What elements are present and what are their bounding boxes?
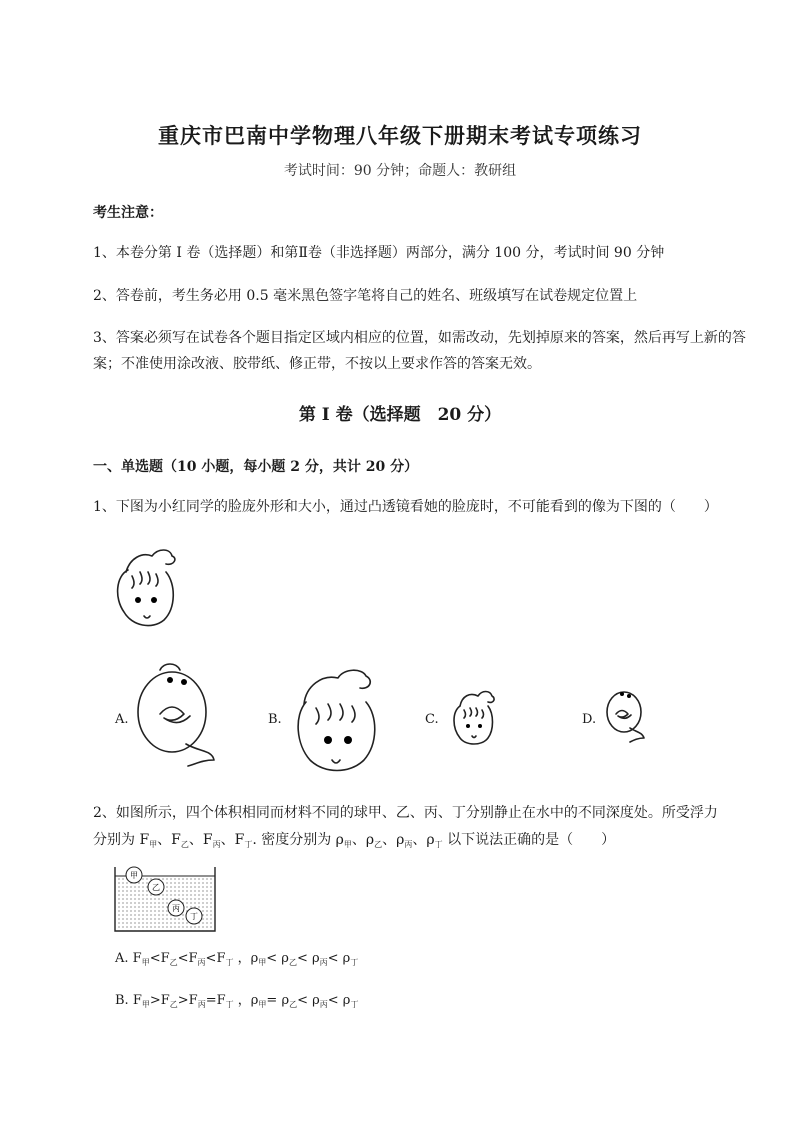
notice-item-2: 2、答卷前，考生务必用 0.5 毫米黑色签字笔将自己的姓名、班级填写在试卷规定位置上	[93, 288, 638, 304]
q1-option-d-image	[602, 686, 648, 748]
q1-option-d-label: D.	[582, 712, 597, 727]
reference-face-image	[108, 542, 188, 634]
question-type-heading: 一、单选题（10 小题，每小题 2 分，共计 20 分）	[93, 459, 419, 475]
question-1-stem: 1、下图为小红同学的脸庞外形和大小，通过凸透镜看她的脸庞时，不可能看到的像为下图的（ ）	[93, 499, 718, 515]
q1-option-c-image	[448, 688, 500, 748]
ball-jia-label: 甲	[130, 871, 138, 880]
question-2-stem-line-2: 分别为 $F_甲$、$F_乙$、$F_丙$、$F_丁$. 密度分别为 $\rho_甲$、$\rho_乙$、$\rho_丙$、$\rho_丁$ 以下说法正确的是（ ）	[93, 832, 616, 849]
q2-option-b: B. $F_甲>F_乙>F_丙=F_丁$ ，$\rho_甲= \rho_乙< \rho_丙< \rho_丁$	[115, 993, 359, 1009]
q1-option-a-label: A.	[115, 712, 129, 727]
q2-option-a: A. $F_甲<F_乙<F_丙<F_丁$ ，$\rho_甲< \rho_乙< \rho_丙< \rho_丁$	[115, 951, 359, 967]
notice-item-3: 3、答案必须写在试卷各个题目指定区域内相应的位置，如需改动，先划掉原来的答案，然后再写上新的答案；不准使用涂改液、胶带纸、修正带，不按以上要求作答的答案无效。	[93, 330, 746, 372]
exam-info: 考试时间：90 分钟；命题人：教研组	[283, 163, 517, 179]
water-tank-diagram	[114, 866, 216, 932]
q1-option-c-label: C.	[425, 712, 439, 727]
question-2-stem-line-1: 2、如图所示，四个体积相同而材料不同的球甲、乙、丙、丁分别静止在水中的不同深度处。所受浮力	[93, 805, 718, 821]
q1-option-b-image	[288, 664, 388, 776]
ball-ding-label: 丁	[190, 912, 198, 921]
section-title: 第 I 卷（选择题 20 分）	[298, 405, 502, 425]
notice-heading: 考生注意：	[93, 205, 163, 221]
ball-yi-label: 乙	[152, 883, 160, 892]
notice-item-1: 1、本卷分第 I 卷（选择题）和第Ⅱ卷（非选择题）两部分，满分 100 分，考试时间 90 分钟	[93, 245, 665, 261]
q1-option-b-label: B.	[268, 712, 282, 727]
page-title: 重庆市巴南中学物理八年级下册期末考试专项练习	[158, 123, 642, 148]
q1-option-a-image	[130, 660, 220, 772]
ball-bing-label: 丙	[172, 904, 180, 913]
